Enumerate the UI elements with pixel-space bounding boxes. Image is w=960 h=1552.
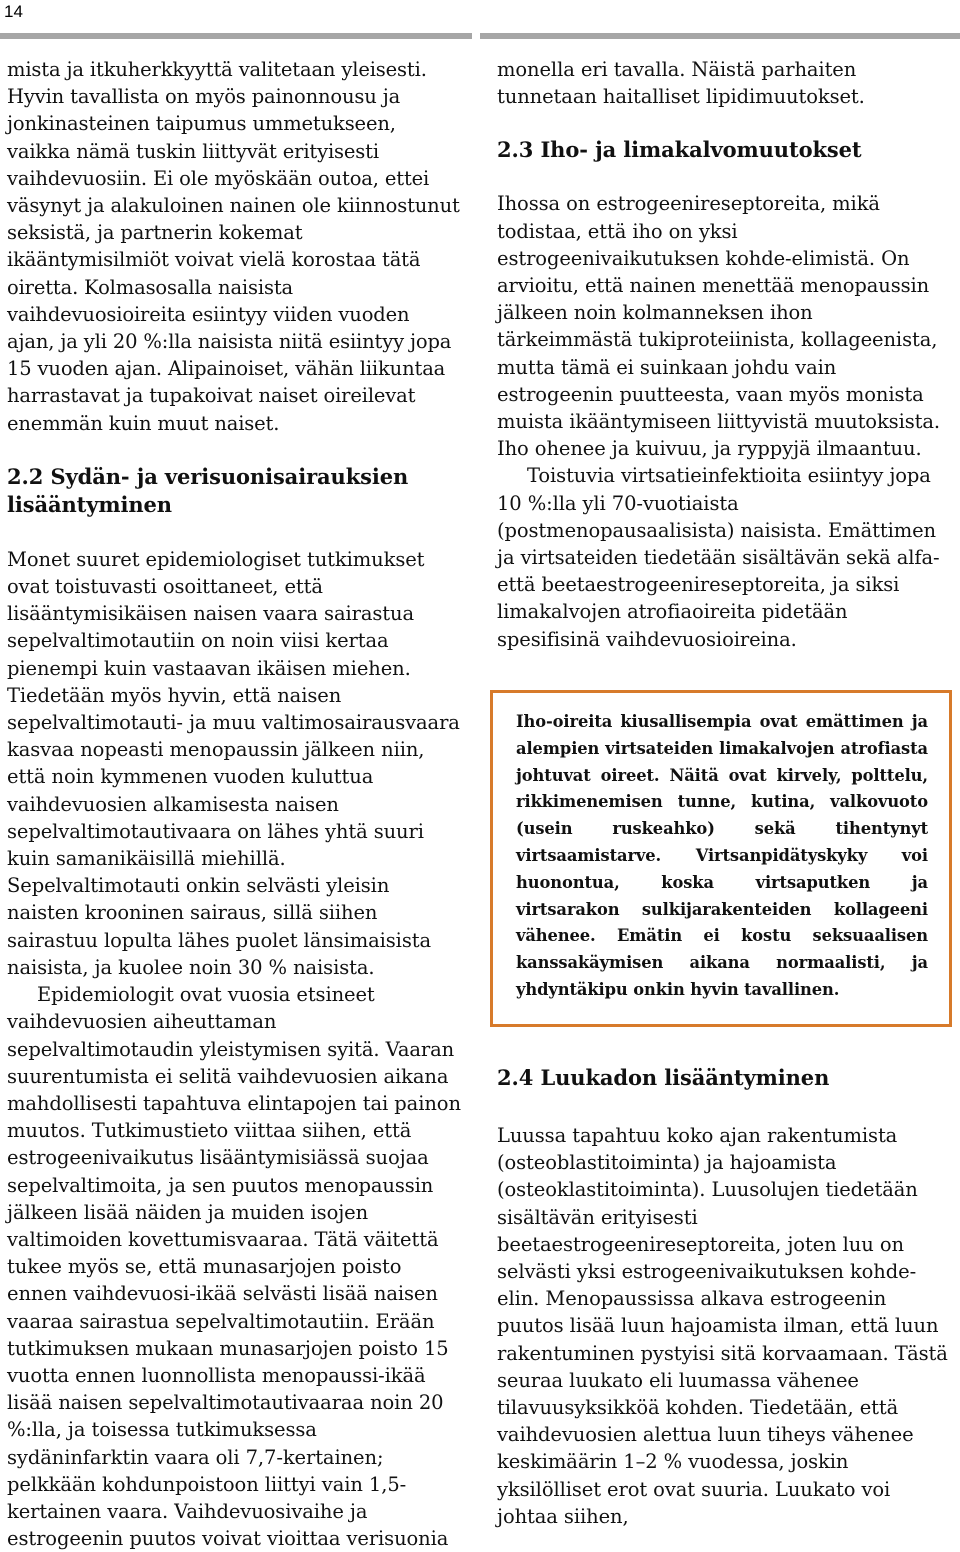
- page-number: 14: [0, 0, 34, 28]
- body-paragraph: Monet suuret epidemiologiset tutkimukset ovat toistuvasti osoittaneet, että lisääntymisikäisen naisen vaara sairastua sepelvaltimotautiin on noin viisi kertaa pienempi kuin vastaavan ikäisen miehen. Tiedetään myös hyvin, että naisen sepelvaltimotauti- ja muu valtimosairausvaara kasvaa nopeasti menopaussin jälkeen niin, että noin kymmenen vuoden kuluttua vaihdevuosien alkamisesta naisen sepelvaltimotautivaara on lähes yhtä suuri kuin samanikäisillä miehillä. Sepelvaltimotauti onkin selvästi yleisin naisten krooninen sairaus, sillä siihen sairastuu lopulta lähes puolet länsimaisista naisista, ja kuolee noin 30 % naisista.: [7, 547, 460, 979]
- intro-paragraph: monella eri tavalla. Näistä parhaiten tunnetaan haitalliset lipidimuutokset.: [497, 58, 865, 109]
- header-rule: [0, 33, 960, 39]
- body-paragraph: Ihossa on estrogeenireseptoreita, mikä todistaa, että iho on yksi estrogeenivaikutuksen kohde-elimistä. On arvioitu, että nainen menettää menopaussin jälkeen noin kolmanneksen ihon tärkeimmästä tukiproteiinista, kollageenista, mutta tämä ei suinkaan johdu vain estrogeenin puutteesta, vaan myös monista muista ikääntymiseen liittyvistä muutoksista. Iho ohenee ja kuivuu, ja ryppyjä ilmaantuu.: [497, 192, 940, 461]
- callout-box: Iho-oireita kiusallisempia ovat emättimen ja alempien virtsateiden limakalvojen atrofiasta johtuvat oireet. Näitä ovat kirvely, polttelu, rikkimenemisen tunne, kutina, valkovuoto (usein ruskeahko) sekä tihentynyt virtsaamistarve. Virtsanpidätyskyky voi huonontua, koska virtsaputken ja virtsarakon sulkijarakenteiden kollageeni vähenee. Emätin ei kostu seksuaalisen kanssakäymisen aikana normaalisti, ja yhdyntäkipu onkin hyvin tavallinen.: [490, 690, 952, 1027]
- left-column: [7, 56, 462, 1552]
- section-heading-2-3: 2.3 Iho- ja limakalvomuutokset: [497, 137, 862, 163]
- body-paragraph: Luussa tapahtuu koko ajan rakentumista (osteoblastitoiminta) ja hajoamista (osteoklastitoiminta). Luusolujen tiedetään sisältävän erityisesti beetaestrogeenireseptoreita, joten luu on selvästi yksi estrogeenivaikutuksen kohde-elin. Menopaussissa alkava estrogeenin puutos lisää luun hajoamista ilman, että luun rakentuminen pystyisi sitä korvaamaan. Tästä seuraa luukato eli luumassa vähenee tilavuusyksikköä kohden. Tiedetään, että vaihdevuosien alettua luun tiheys vähenee keskimäärin 1–2 % vuodessa, joskin yksilölliset erot ovat suuria. Luukato voi johtaa siihen,: [497, 1124, 948, 1528]
- section-heading-2-4: 2.4 Luukadon lisääntyminen: [497, 1065, 830, 1090]
- section-heading-2-2: 2.2 Sydän- ja verisuonisairauksien lisääntyminen: [7, 463, 409, 517]
- intro-paragraph: mista ja itkuherkkyyttä valitetaan yleisesti. Hyvin tavallista on myös painonnousu ja jonkinasteinen taipumus ummetukseen, vaikka nämä tuskin liittyvät erityisesti vaihdevuosiin. Ei ole myöskään outoa, ettei väsynyt ja alakuloinen nainen ole kiinnostunut seksistä, ja partnerin kokemat ikääntymisilmiöt voivat vielä korostaa tätä oiretta. Kolmasosalla naisista vaihdevuosioireita esiintyy viiden vuoden ajan, ja yli 20 %:lla naisista niitä esiintyy jopa 15 vuoden ajan. Alipainoiset, vähän liikuntaa harrastavat ja tupakoivat naiset oireilevat enemmän kuin muut naiset.: [7, 58, 460, 435]
- body-paragraph: Epidemiologit ovat vuosia etsineet vaihdevuosien aiheuttaman sepelvaltimotaudin yleistymisen syitä. Vaaran suurentumista ei selitä vaihdevuosien aikana mahdollisesti tapahtuva elintapojen tai painon muutos. Tutkimustieto viittaa siihen, että estrogeenivaikutus lisääntymisiässä suojaa sepelvaltimoita, ja sen puutos menopaussin jälkeen lisää näiden ja muiden isojen valtimoiden kovettumisvaaraa. Tätä väitettä tukee myös se, että munasarjojen poisto ennen vaihdevuosi-ikää selvästi lisää naisen vaaraa sairastua sepelvaltimotautiin. Erään tutkimuksen mukaan munasarjojen poisto 15 vuotta ennen luonnollista menopaussi-ikää lisää naisen sepelvaltimotautivaaraa noin 20 %:lla, ja toisessa tutkimuksessa sydäninfarktin vaara oli 7,7-kertainen; pelkkään kohdunpoistoon liittyi vain 1,5-kertainen vaara. Vaihdevuosivaihe ja estrogeenin puutos voivat vioittaa verisuonia: [7, 983, 461, 1551]
- body-paragraph: Toistuvia virtsatieinfektioita esiintyy jopa 10 %:lla yli 70-vuotiaista (postmenopausaalisista) naisista. Emättimen ja virtsateiden tiedetään sisältävän sekä alfa- että beetaestrogeenireseptoreita, ja siksi limakalvojen atrofiaoireita pidetään spesifisinä vaihdevuosioireina.: [497, 464, 940, 651]
